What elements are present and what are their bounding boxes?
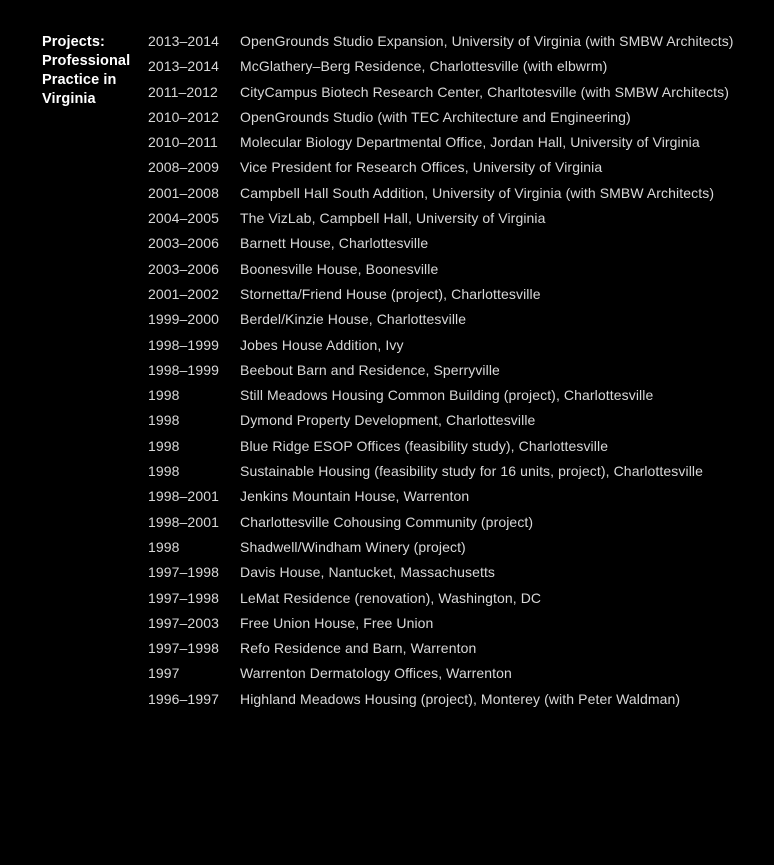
project-title: Shadwell/Windham Winery (project) [240, 538, 466, 555]
project-years: 2010–2011 [148, 134, 218, 151]
project-years: 1997–1998 [148, 640, 219, 657]
project-row [148, 687, 774, 712]
project-title: McGlathery–Berg Residence, Charlottesville (with elbwrm) [240, 58, 608, 75]
project-years: 1998 [148, 412, 180, 429]
project-row [148, 155, 774, 180]
project-title: Still Meadows Housing Common Building (project), Charlottesville [240, 387, 654, 404]
project-row [148, 434, 774, 459]
project-row [148, 29, 774, 54]
project-title: LeMat Residence (renovation), Washington, DC [240, 589, 542, 606]
project-row [148, 510, 774, 535]
project-row [148, 459, 774, 484]
project-title: Highland Meadows Housing (project), Monterey (with Peter Waldman) [240, 690, 681, 707]
project-years: 2003–2006 [148, 260, 219, 277]
section-heading-line: Practice in [42, 72, 117, 88]
project-title: Blue Ridge ESOP Offices (feasibility study), Charlottesville [240, 437, 609, 454]
project-title: Charlottesville Cohousing Community (project) [240, 513, 534, 530]
project-years: 1999–2000 [148, 311, 219, 328]
project-row [148, 307, 774, 332]
project-title: Refo Residence and Barn, Warrenton [240, 640, 477, 657]
project-title: Berdel/Kinzie House, Charlottesville [240, 311, 467, 328]
project-row [148, 408, 774, 433]
project-title: Davis House, Nantucket, Massachusetts [240, 564, 496, 581]
project-row [148, 560, 774, 585]
project-years: 1998–2001 [148, 513, 219, 530]
project-row [148, 181, 774, 206]
project-years: 2008–2009 [148, 159, 219, 176]
project-years: 1997–2003 [148, 614, 219, 631]
project-years: 1998–1999 [148, 336, 219, 353]
project-title: Sustainable Housing (feasibility study for 16 units, project), Charlottesville [240, 463, 704, 480]
project-years: 2001–2002 [148, 285, 219, 302]
project-title: Boonesville House, Boonesville [240, 260, 439, 277]
project-row [148, 54, 774, 79]
project-years: 2013–2014 [148, 33, 219, 49]
project-years: 1998 [148, 538, 180, 555]
project-title: Vice President for Research Offices, University of Virginia [240, 159, 603, 176]
project-row [148, 358, 774, 383]
project-years: 2013–2014 [148, 58, 219, 75]
project-row [148, 383, 774, 408]
project-years: 1998–2001 [148, 488, 219, 505]
project-title: Campbell Hall South Addition, University of Virginia (with SMBW Architects) [240, 184, 715, 201]
project-row [148, 586, 774, 611]
project-years: 2004–2005 [148, 210, 219, 227]
project-title: The VizLab, Campbell Hall, University of Virginia [240, 210, 546, 227]
project-title: Beebout Barn and Residence, Sperryville [240, 361, 500, 378]
project-title: Jobes House Addition, Ivy [240, 336, 404, 353]
project-title: Jenkins Mountain House, Warrenton [240, 488, 470, 505]
project-title: Molecular Biology Departmental Office, Jordan Hall, University of Virginia [240, 134, 700, 151]
project-row [148, 636, 774, 661]
project-title: OpenGrounds Studio (with TEC Architecture and Engineering) [240, 108, 631, 125]
section-heading [42, 33, 146, 109]
project-list [148, 29, 774, 712]
project-years: 2003–2006 [148, 235, 219, 252]
project-years: 1996–1997 [148, 690, 219, 707]
project-row [148, 333, 774, 358]
project-years: 1998 [148, 437, 180, 454]
project-row [148, 484, 774, 509]
project-title: Warrenton Dermatology Offices, Warrenton [240, 665, 512, 682]
project-years: 1997–1998 [148, 589, 219, 606]
project-title: Barnett House, Charlottesville [240, 235, 429, 252]
project-row [148, 231, 774, 256]
project-years: 1998 [148, 387, 180, 404]
section-heading-line: Virginia [42, 91, 96, 107]
project-row [148, 535, 774, 560]
project-years: 1997–1998 [148, 564, 219, 581]
project-years: 2001–2008 [148, 184, 219, 201]
project-row [148, 282, 774, 307]
section-heading-line: Professional [42, 53, 131, 69]
project-title: OpenGrounds Studio Expansion, University of Virginia (with SMBW Architects) [240, 33, 734, 49]
project-title: Dymond Property Development, Charlottesville [240, 412, 536, 429]
project-row [148, 661, 774, 686]
project-row [148, 105, 774, 130]
project-title: Free Union House, Free Union [240, 614, 434, 631]
project-years: 1998 [148, 463, 180, 480]
project-title: Stornetta/Friend House (project), Charlottesville [240, 285, 541, 302]
project-years: 2011–2012 [148, 83, 218, 100]
project-years: 2010–2012 [148, 108, 219, 125]
project-row [148, 80, 774, 105]
project-years: 1998–1999 [148, 361, 219, 378]
project-years: 1997 [148, 665, 180, 682]
project-title: CityCampus Biotech Research Center, Charltotesville (with SMBW Architects) [240, 83, 730, 100]
project-row [148, 130, 774, 155]
section-heading-line: Projects: [42, 34, 105, 50]
project-row [148, 206, 774, 231]
project-row [148, 611, 774, 636]
project-row [148, 257, 774, 282]
